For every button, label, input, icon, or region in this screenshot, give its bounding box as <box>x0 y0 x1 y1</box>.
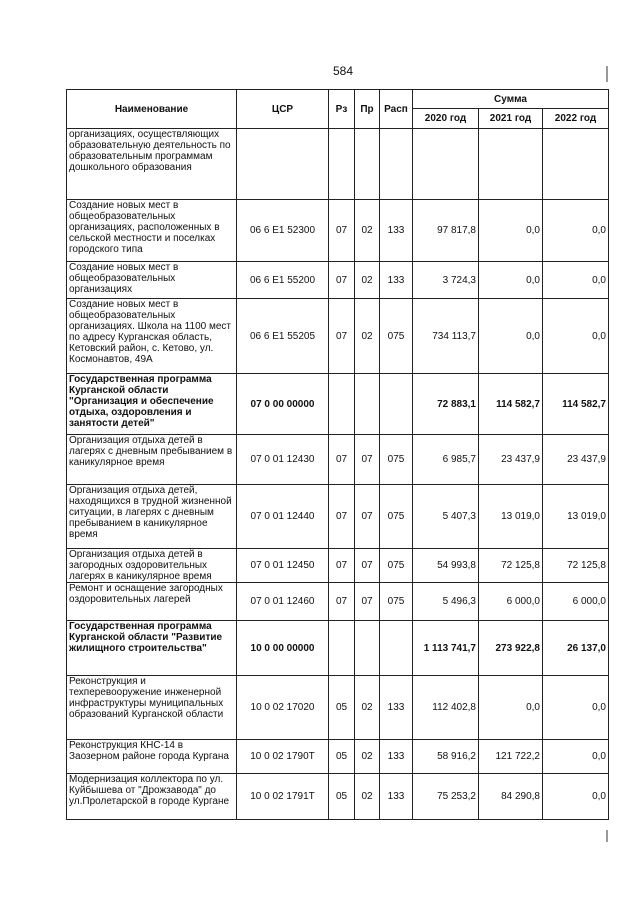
row-rasp: 133 <box>380 740 413 774</box>
row-amount-2020: 3 724,3 <box>413 262 479 299</box>
row-amount-2022 <box>543 129 609 200</box>
row-rz <box>329 374 355 435</box>
header-2022: 2022 год <box>543 109 609 129</box>
row-csr: 06 6 E1 55205 <box>237 299 329 374</box>
row-pr: 02 <box>355 774 380 820</box>
row-csr: 10 0 02 1791T <box>237 774 329 820</box>
row-amount-2022: 26 137,0 <box>543 621 609 676</box>
header-rz: Рз <box>329 90 355 129</box>
row-rasp <box>380 129 413 200</box>
row-pr: 07 <box>355 549 380 583</box>
row-amount-2020: 5 407,3 <box>413 485 479 549</box>
row-csr: 07 0 01 12430 <box>237 435 329 485</box>
scan-edge-mark <box>606 830 608 842</box>
row-rasp: 133 <box>380 262 413 299</box>
row-pr <box>355 621 380 676</box>
table-body <box>67 129 609 820</box>
row-csr: 10 0 02 1790T <box>237 740 329 774</box>
row-rz <box>329 621 355 676</box>
row-name: Государственная программа Курганской области "Развитие жилищного строительства" <box>67 621 237 676</box>
row-csr: 06 6 E1 55200 <box>237 262 329 299</box>
row-name: Реконструкция КНС-14 в Заозерном районе города Кургана <box>67 740 237 774</box>
row-rz: 05 <box>329 740 355 774</box>
table-row <box>67 262 609 299</box>
row-rasp <box>380 374 413 435</box>
row-name: Создание новых мест в общеобразовательных организациях <box>67 262 237 299</box>
row-name: Создание новых мест в общеобразовательных организациях. Школа на 1100 мест по адресу Курганская область, Кетовский район, с. Кетово, ул. Космонавтов, 49А <box>67 299 237 374</box>
row-amount-2021: 121 722,2 <box>479 740 543 774</box>
row-amount-2020: 97 817,8 <box>413 200 479 262</box>
table-row <box>67 740 609 774</box>
row-rasp <box>380 621 413 676</box>
table-row <box>67 621 609 676</box>
header-2021: 2021 год <box>479 109 543 129</box>
row-amount-2020: 5 496,3 <box>413 583 479 621</box>
row-amount-2022: 0,0 <box>543 299 609 374</box>
row-pr <box>355 374 380 435</box>
table-row <box>67 549 609 583</box>
row-rasp: 075 <box>380 435 413 485</box>
row-amount-2021: 23 437,9 <box>479 435 543 485</box>
row-pr: 07 <box>355 435 380 485</box>
row-rasp: 075 <box>380 583 413 621</box>
row-amount-2020: 1 113 741,7 <box>413 621 479 676</box>
row-amount-2022: 0,0 <box>543 676 609 740</box>
table-row <box>67 200 609 262</box>
row-csr <box>237 129 329 200</box>
header-csr: ЦСР <box>237 90 329 129</box>
header-rasp: Расп <box>380 90 413 129</box>
row-name: организациях, осуществляющих образовательную деятельность по образовательным программам дошкольного образования <box>67 129 237 200</box>
row-pr: 02 <box>355 676 380 740</box>
table-row <box>67 485 609 549</box>
row-pr: 02 <box>355 200 380 262</box>
row-amount-2022: 0,0 <box>543 262 609 299</box>
row-amount-2022: 6 000,0 <box>543 583 609 621</box>
header-2020: 2020 год <box>413 109 479 129</box>
row-name: Государственная программа Курганской области "Организация и обеспечение отдыха, оздоровления и занятости детей" <box>67 374 237 435</box>
row-rasp: 133 <box>380 200 413 262</box>
table-row <box>67 374 609 435</box>
page-number: 584 <box>332 64 354 78</box>
row-csr: 06 6 E1 52300 <box>237 200 329 262</box>
row-rasp: 075 <box>380 299 413 374</box>
row-amount-2020: 6 985,7 <box>413 435 479 485</box>
budget-table <box>66 89 609 820</box>
row-amount-2022: 0,0 <box>543 740 609 774</box>
row-pr: 02 <box>355 740 380 774</box>
row-rz: 07 <box>329 583 355 621</box>
row-rz: 07 <box>329 262 355 299</box>
row-rz <box>329 129 355 200</box>
row-amount-2022: 72 125,8 <box>543 549 609 583</box>
row-amount-2021: 0,0 <box>479 200 543 262</box>
row-amount-2022: 0,0 <box>543 200 609 262</box>
row-name: Организация отдыха детей в загородных оздоровительных лагерях в каникулярное время <box>67 549 237 583</box>
row-amount-2022: 13 019,0 <box>543 485 609 549</box>
row-name: Организация отдыха детей, находящихся в трудной жизненной ситуации, в лагерях с дневным пребыванием в каникулярное время <box>67 485 237 549</box>
row-amount-2020: 75 253,2 <box>413 774 479 820</box>
row-rz: 07 <box>329 549 355 583</box>
row-name: Организация отдыха детей в лагерях с дневным пребыванием в каникулярное время <box>67 435 237 485</box>
table-row <box>67 129 609 200</box>
row-csr: 10 0 00 00000 <box>237 621 329 676</box>
row-rasp: 133 <box>380 774 413 820</box>
row-rz: 07 <box>329 200 355 262</box>
table-row <box>67 435 609 485</box>
row-amount-2021 <box>479 129 543 200</box>
row-amount-2020: 72 883,1 <box>413 374 479 435</box>
row-amount-2022: 23 437,9 <box>543 435 609 485</box>
table-row <box>67 676 609 740</box>
header-sum: Сумма <box>413 90 609 109</box>
row-rz: 07 <box>329 485 355 549</box>
row-amount-2021: 0,0 <box>479 299 543 374</box>
row-csr: 07 0 01 12450 <box>237 549 329 583</box>
row-rz: 05 <box>329 676 355 740</box>
row-pr: 07 <box>355 485 380 549</box>
row-amount-2020: 112 402,8 <box>413 676 479 740</box>
row-rasp: 075 <box>380 485 413 549</box>
row-amount-2021: 6 000,0 <box>479 583 543 621</box>
row-amount-2020: 734 113,7 <box>413 299 479 374</box>
row-amount-2022: 0,0 <box>543 774 609 820</box>
row-name: Ремонт и оснащение загородных оздоровительных лагерей <box>67 583 237 621</box>
row-csr: 10 0 02 17020 <box>237 676 329 740</box>
row-amount-2021: 273 922,8 <box>479 621 543 676</box>
row-amount-2020: 54 993,8 <box>413 549 479 583</box>
row-rz: 07 <box>329 299 355 374</box>
row-pr: 02 <box>355 299 380 374</box>
row-name: Создание новых мест в общеобразовательных организациях, расположенных в сельской местности и поселках городского типа <box>67 200 237 262</box>
table-row <box>67 774 609 820</box>
scan-edge-mark <box>606 66 608 82</box>
row-csr: 07 0 00 00000 <box>237 374 329 435</box>
row-amount-2020 <box>413 129 479 200</box>
header-pr: Пр <box>355 90 380 129</box>
row-amount-2021: 114 582,7 <box>479 374 543 435</box>
table-row <box>67 299 609 374</box>
row-rz: 05 <box>329 774 355 820</box>
row-amount-2020: 58 916,2 <box>413 740 479 774</box>
row-amount-2021: 0,0 <box>479 262 543 299</box>
row-amount-2021: 0,0 <box>479 676 543 740</box>
row-csr: 07 0 01 12460 <box>237 583 329 621</box>
row-rasp: 075 <box>380 549 413 583</box>
row-pr <box>355 129 380 200</box>
row-pr: 02 <box>355 262 380 299</box>
row-amount-2022: 114 582,7 <box>543 374 609 435</box>
row-amount-2021: 72 125,8 <box>479 549 543 583</box>
row-rz: 07 <box>329 435 355 485</box>
row-name: Реконструкция и техперевооружение инженерной инфраструктуры муниципальных образований Курганской области <box>67 676 237 740</box>
table-header <box>67 90 609 129</box>
row-csr: 07 0 01 12440 <box>237 485 329 549</box>
row-rasp: 133 <box>380 676 413 740</box>
row-amount-2021: 84 290,8 <box>479 774 543 820</box>
row-pr: 07 <box>355 583 380 621</box>
header-name: Наименование <box>67 90 237 129</box>
row-name: Модернизация коллектора по ул. Куйбышева от "Дрожзавода" до ул.Пролетарской в городе Кургане <box>67 774 237 820</box>
table-row <box>67 583 609 621</box>
row-amount-2021: 13 019,0 <box>479 485 543 549</box>
